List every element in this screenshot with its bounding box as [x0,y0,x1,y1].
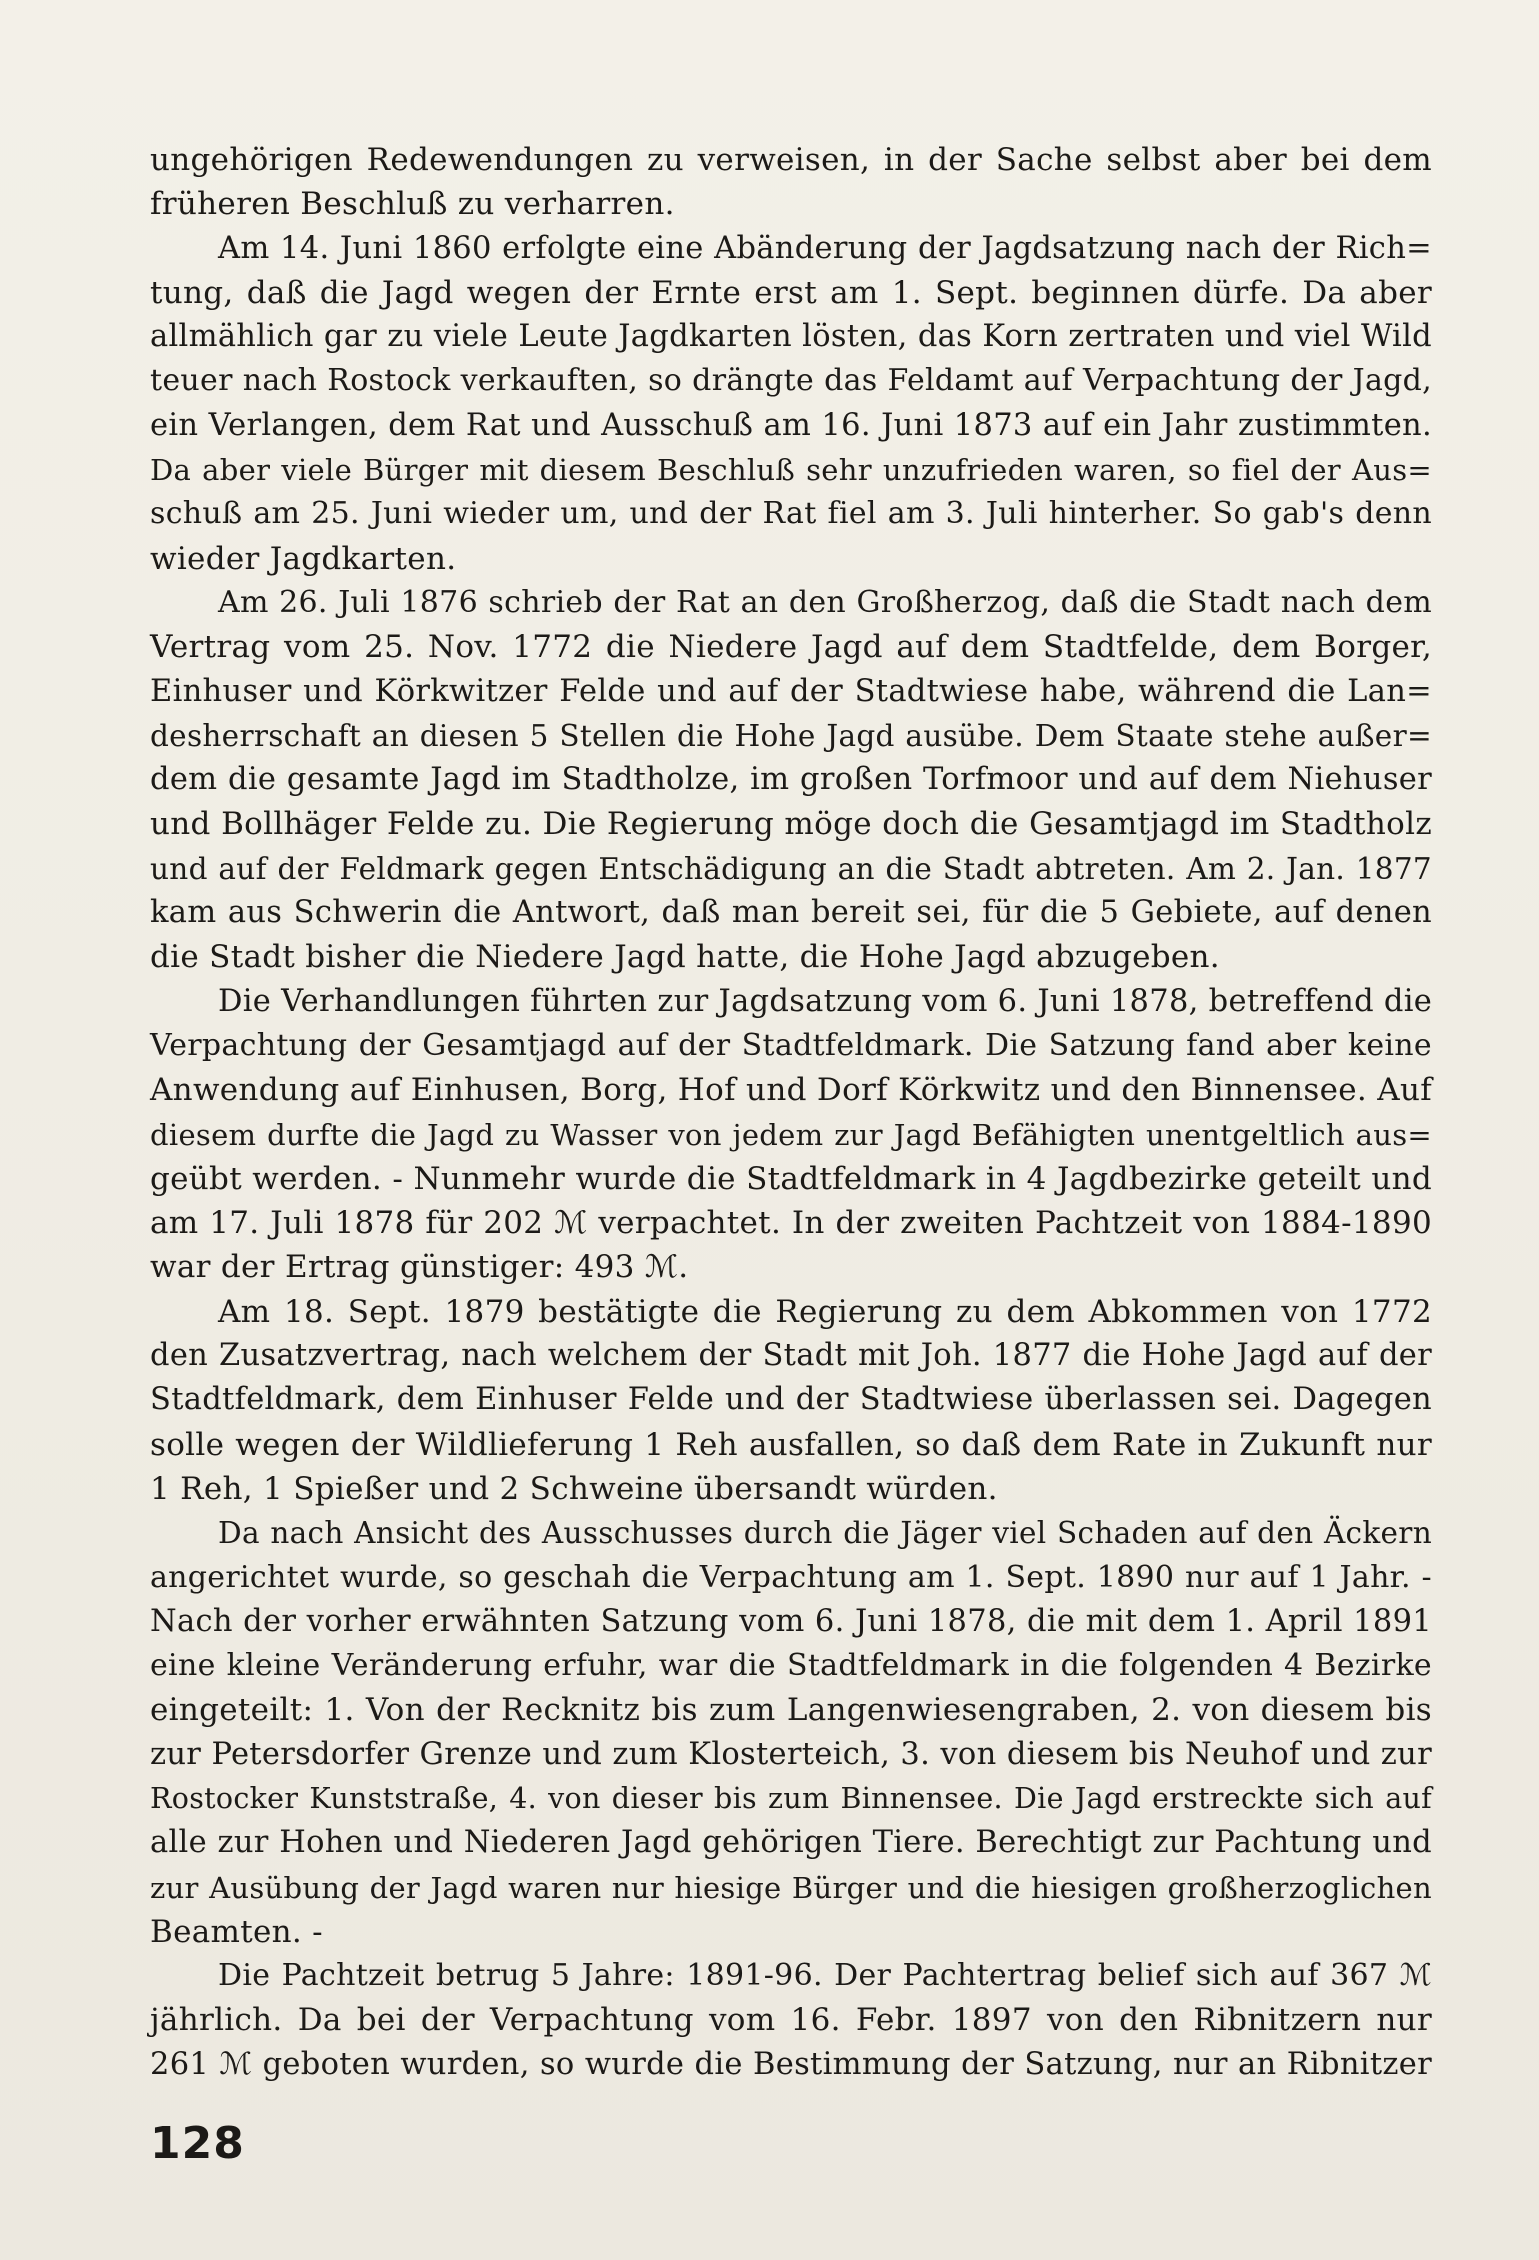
text-line: diesem durfte die Jagd zu Wasser von jedem zur Jagd Befähigten unentgeltlich aus= [150,1117,1432,1152]
text-line: schuß am 25. Juni wieder um, und der Rat fiel am 3. Juli hinterher. So gab's denn [150,496,1432,532]
text-line: zur Ausübung der Jagd waren nur hiesige Bürger und die hiesigen großherzoglichen [150,1870,1432,1905]
text-line: früheren Beschluß zu verharren. [150,186,675,223]
text-line: eine kleine Veränderung erfuhr, war die Stadtfeldmark in die folgenden 4 Bezirke [150,1648,1432,1684]
text-line: Am 14. Juni 1860 erfolgte eine Abänderung der Jagdsatzung nach der Rich= [218,230,1432,266]
text-line: Anwendung auf Einhusen, Borg, Hof und Dorf Körkwitz und den Binnensee. Auf [150,1072,1432,1109]
text-line: und Bollhäger Felde zu. Die Regierung möge doch die Gesamtjagd im Stadtholz [150,806,1432,843]
text-line: teuer nach Rostock verkauften, so drängte das Feldamt auf Verpachtung der Jagd, [150,363,1432,399]
text-line: Rostocker Kunststraße, 4. von dieser bis zum Binnensee. Die Jagd erstreckte sich auf [150,1781,1432,1815]
text-line: kam aus Schwerin die Antwort, daß man bereit sei, für die 5 Gebiete, auf denen [150,895,1432,931]
text-line: Da nach Ansicht des Ausschusses durch die Jäger viel Schaden auf den Äckern [218,1516,1432,1551]
text-line: dem die gesamte Jagd im Stadtholze, im großen Torfmoor und auf dem Niehuser [150,762,1432,798]
text-line: wieder Jagdkarten. [150,540,457,577]
text-line: angerichtet wurde, so geschah die Verpachtung am 1. Sept. 1890 nur auf 1 Jahr. - [150,1559,1432,1595]
text-line: Stadtfeldmark, dem Einhuser Felde und der Stadtwiese überlassen sei. Dagegen [150,1382,1432,1418]
text-line: 1 Reh, 1 Spießer und 2 Schweine übersandt würden. [150,1470,998,1507]
text-line: die Stadt bisher die Niedere Jagd hatte, die Hohe Jagd abzugeben. [150,939,1220,976]
text-line: geübt werden. - Nunmehr wurde die Stadtfeldmark in 4 Jagdbezirke geteilt und [150,1160,1432,1197]
text-line: Am 18. Sept. 1879 bestätigte die Regierung zu dem Abkommen von 1772 [218,1293,1432,1330]
text-line: Vertrag vom 25. Nov. 1772 die Niedere Jagd auf dem Stadtfelde, dem Borger, [150,629,1432,666]
body-text [150,138,1432,2087]
text-line: Einhuser und Körkwitzer Felde und auf der Stadtwiese habe, während die Lan= [150,673,1432,709]
text-line: ein Verlangen, dem Rat und Ausschuß am 16. Juni 1873 auf ein Jahr zustimmten. [150,407,1432,443]
text-line: den Zusatzvertrag, nach welchem der Stadt mit Joh. 1877 die Hohe Jagd auf der [150,1338,1432,1374]
text-line: Da aber viele Bürger mit diesem Beschluß sehr unzufrieden waren, so fiel der Aus= [150,453,1432,488]
text-line: Die Pachtzeit betrug 5 Jahre: 1891-96. Der Pachtertrag belief sich auf 367 ℳ [218,1958,1432,1994]
text-line: alle zur Hohen und Niederen Jagd gehörigen Tiere. Berechtigt zur Pachtung und [150,1825,1432,1861]
text-line: am 17. Juli 1878 für 202 ℳ verpachtet. In der zweiten Pachtzeit von 1884-1890 [150,1205,1432,1242]
page-number: 128 [150,2118,245,2169]
text-line: eingeteilt: 1. Von der Recknitz bis zum Langenwiesengraben, 2. von diesem bis [150,1692,1432,1729]
text-line: zur Petersdorfer Grenze und zum Klosterteich, 3. von diesem bis Neuhof und zur [150,1736,1432,1772]
text-line: Nach der vorher erwähnten Satzung vom 6. Juni 1878, die mit dem 1. April 1891 [150,1603,1432,1639]
text-line: desherrschaft an diesen 5 Stellen die Hohe Jagd ausübe. Dem Staate stehe außer= [150,718,1432,753]
text-line: solle wegen der Wildlieferung 1 Reh ausfallen, so daß dem Rate in Zukunft nur [150,1426,1432,1463]
text-line: Die Verhandlungen führten zur Jagdsatzung vom 6. Juni 1878, betreffend die [218,983,1433,1019]
text-line: 261 ℳ geboten wurden, so wurde die Bestimmung der Satzung, nur an Ribnitzer [150,2046,1432,2082]
text-line: allmählich gar zu viele Leute Jagdkarten lösten, das Korn zertraten und viel Wild [150,319,1432,355]
text-line: ungehörigen Redewendungen zu verweisen, in der Sache selbst aber bei dem [150,142,1432,178]
text-line: tung, daß die Jagd wegen der Ernte erst am 1. Sept. beginnen dürfe. Da aber [150,274,1432,311]
text-line: Am 26. Juli 1876 schrieb der Rat an den Großherzog, daß die Stadt nach dem [218,584,1432,620]
text-line: Verpachtung der Gesamtjagd auf der Stadtfeldmark. Die Satzung fand aber keine [150,1027,1432,1063]
text-line: war der Ertrag günstiger: 493 ℳ. [150,1249,689,1286]
text-line: jährlich. Da bei der Verpachtung vom 16. Febr. 1897 von den Ribnitzern nur [150,2002,1432,2039]
text-line: und auf der Feldmark gegen Entschädigung an die Stadt abtreten. Am 2. Jan. 1877 [150,851,1432,886]
text-line: Beamten. - [150,1913,323,1950]
